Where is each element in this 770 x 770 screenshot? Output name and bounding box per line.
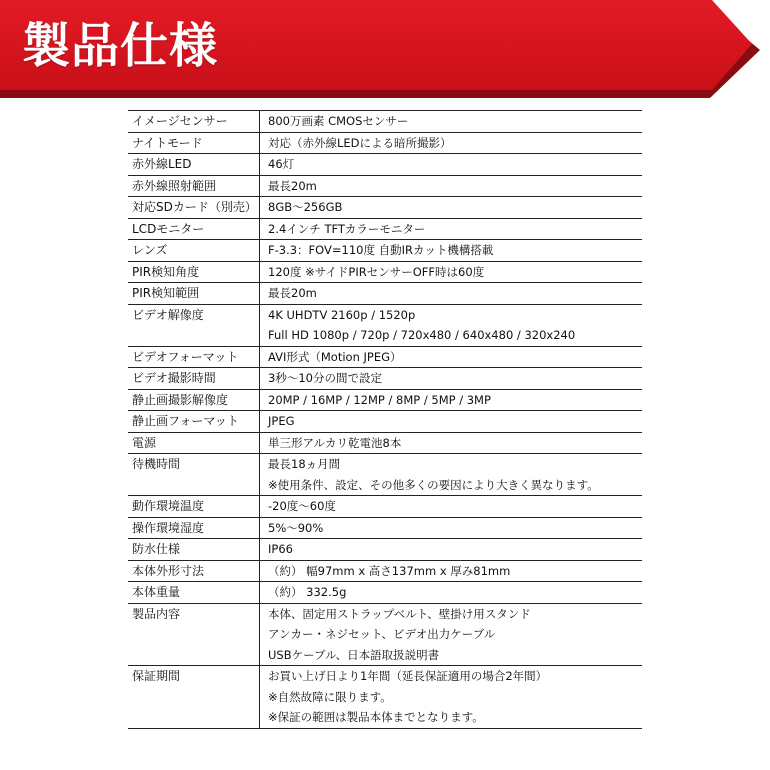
spec-label: ビデオ解像度 [128,305,260,346]
spec-row [128,518,642,540]
spec-label: 動作環境温度 [128,496,260,517]
spec-value: 4K UHDTV 2160p / 1520p [268,307,416,322]
spec-label: 防水仕様 [128,539,260,560]
spec-values [260,111,642,132]
spec-row [128,219,642,241]
spec-values [260,219,642,240]
spec-row [128,411,642,433]
spec-label: ナイトモード [128,133,260,154]
spec-value: 最長18ヵ月間 [268,457,341,471]
spec-value: 3秒〜10分の間で設定 [268,371,382,385]
spec-values [260,283,642,304]
spec-label: ビデオ撮影時間 [128,368,260,389]
spec-row [128,176,642,198]
spec-value: USBケーブル、日本語取扱説明書 [268,647,440,662]
spec-values [260,518,642,539]
spec-values [260,666,642,728]
spec-row [128,539,642,561]
spec-value: JPEG [268,414,295,428]
spec-values [260,496,642,517]
spec-row [128,197,642,219]
spec-label: 赤外線LED [128,154,260,175]
spec-values [260,604,642,666]
page-title: 製品仕様 [22,18,219,74]
spec-row [128,154,642,176]
spec-row [128,561,642,583]
spec-values [260,262,642,283]
spec-values [260,454,642,495]
spec-row [128,283,642,305]
spec-label: 静止画撮影解像度 [128,390,260,411]
spec-label: イメージセンサー [128,111,260,132]
spec-row [128,604,642,667]
spec-value: 最長20m [268,178,317,193]
spec-value: 5%〜90% [268,520,324,535]
header-banner [0,0,770,100]
spec-label: レンズ [128,240,260,261]
spec-value: -20度〜60度 [268,499,336,513]
spec-label: 本体重量 [128,582,260,603]
spec-value: （約） 332.5g [268,585,347,599]
spec-label: 操作環境湿度 [128,518,260,539]
spec-value: AVI形式（Motion JPEG） [268,349,402,364]
spec-values [260,133,642,154]
spec-values [260,411,642,432]
spec-values [260,368,642,389]
spec-row [128,240,642,262]
spec-row [128,111,642,133]
spec-values [260,390,642,411]
spec-values [260,433,642,454]
spec-row [128,454,642,496]
spec-value: 800万画素 CMOSセンサー [268,114,409,128]
spec-row [128,262,642,284]
spec-row [128,347,642,369]
spec-label: LCDモニター [128,219,260,240]
spec-value: 120度 ※サイドPIRセンサーOFF時は60度 [268,264,485,279]
spec-values [260,582,642,603]
spec-values [260,561,642,582]
spec-value: 8GB〜256GB [268,200,343,214]
spec-value: 単三形アルカリ乾電池8本 [268,435,402,450]
spec-value: 対応（赤外線LEDによる暗所撮影） [268,135,452,150]
spec-values [260,154,642,175]
spec-value: Full HD 1080p / 720p / 720x480 / 640x480 / 320x240 [268,328,576,342]
spec-value: 46灯 [268,157,295,171]
spec-label: 本体外形寸法 [128,561,260,582]
spec-row [128,496,642,518]
spec-table [128,110,642,729]
spec-label: 静止画フォーマット [128,411,260,432]
spec-row [128,305,642,347]
spec-row [128,133,642,155]
spec-label: 保証期間 [128,666,260,728]
spec-value: 2.4インチ TFTカラーモニター [268,221,426,236]
spec-label: 製品内容 [128,604,260,666]
spec-value: ※自然故障に限ります。 [268,689,392,704]
spec-label: 電源 [128,433,260,454]
spec-value: 20MP / 16MP / 12MP / 8MP / 5MP / 3MP [268,392,491,407]
spec-value: （約） 幅97mm x 高さ137mm x 厚み81mm [268,563,511,578]
spec-row [128,368,642,390]
spec-label: ビデオフォーマット [128,347,260,368]
spec-value: アンカー・ネジセット、ビデオ出力ケーブル [268,627,496,641]
spec-values [260,347,642,368]
spec-label: 待機時間 [128,454,260,495]
spec-row [128,666,642,729]
spec-row [128,433,642,455]
spec-values [260,176,642,197]
spec-label: PIR検知範囲 [128,283,260,304]
spec-values [260,305,642,346]
spec-value: ※保証の範囲は製品本体までとなります。 [268,710,484,724]
spec-value: お買い上げ日より1年間（延長保証適用の場合2年間） [268,669,548,683]
spec-value: 本体、固定用ストラップベルト、壁掛け用スタンド [268,606,531,621]
spec-row [128,582,642,604]
spec-values [260,240,642,261]
spec-label: PIR検知角度 [128,262,260,283]
spec-label: 対応SDカード（別売） [128,197,260,218]
spec-value: 最長20m [268,286,317,300]
spec-values [260,539,642,560]
spec-value: F-3.3：FOV=110度 自動IRカット機構搭載 [268,243,494,257]
spec-values [260,197,642,218]
spec-value: ※使用条件、設定、その他多くの要因により大きく異なります。 [268,477,599,492]
spec-value: IP66 [268,542,293,556]
spec-label: 赤外線照射範囲 [128,176,260,197]
spec-row [128,390,642,412]
